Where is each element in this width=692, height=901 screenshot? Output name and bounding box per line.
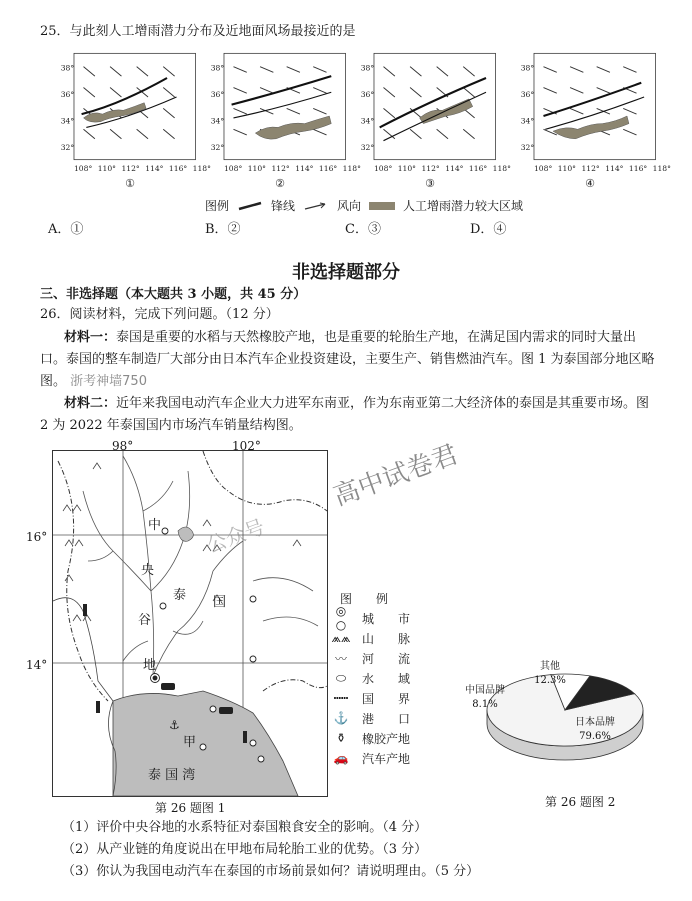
legend-label: 河 流 [362,651,411,666]
svg-text:114°: 114° [605,164,624,174]
legend-label: 港 口 [362,711,411,726]
question-2: （2）从产业链的角度说出在甲地布局轮胎工业的优势。（3 分） [62,842,428,857]
q25-panel-label: ① [125,177,135,190]
svg-text:114°: 114° [295,164,314,174]
pie-value-label: 12.3% [534,675,566,686]
question-3: （3）你认为我国电动汽车在泰国的市场前景如何？请说明理由。（5 分） [62,864,480,879]
map-label-gu: 谷 [138,613,152,628]
svg-text:118°: 118° [192,164,211,174]
map-caption: 第 26 题图 1 [155,801,226,815]
pie-category-label: 其他 [540,661,560,672]
svg-text:32°: 32° [360,143,375,153]
watermark-gzh: 公众号 [203,514,268,558]
part-heading: 三、非选择题（本大题共 3 小题，共 45 分） [40,287,307,302]
svg-text:32°: 32° [60,143,75,153]
legend-label: 水 域 [362,671,411,686]
legend-row [330,604,411,632]
watermark-gzsjj: 高中试卷君 [329,439,463,513]
legend-row [330,648,410,668]
mountain-icon: ⩕⩕ [331,630,351,645]
q25-panel-svg [515,46,671,186]
svg-text:110°: 110° [97,164,116,174]
legend-row [330,748,410,768]
svg-text:118°: 118° [342,164,361,174]
material-two-text: 近年来我国电动汽车企业大力进军东南亚，作为东南亚第二大经济体的泰国是其重要市场。图 2 为 2022 年泰国国内市场汽车销量结构图。 [40,396,650,433]
border-icon: ┅┅ [333,691,349,705]
legend-label: 山 脉 [362,631,411,646]
port-icon: ⚓ [333,711,349,725]
water-icon: ⬭ [335,670,347,685]
material-one-label: 材料一： [64,330,117,345]
pie-svg [445,655,685,775]
svg-text:112°: 112° [581,164,600,174]
map-lon-98: 98° [112,439,134,453]
svg-text:32°: 32° [210,143,225,153]
svg-text:38°: 38° [360,63,375,73]
q25-panel-3 [355,46,511,190]
material-two-label: 材料二： [64,396,117,411]
svg-text:34°: 34° [210,116,225,126]
legend-row [330,708,410,728]
q25-panel-4 [515,46,671,190]
pie-value-label: 79.6% [579,731,611,742]
svg-text:110°: 110° [247,164,266,174]
legend-wind: 风向 [337,199,362,213]
pie-category-label: 中国品牌 [465,685,505,696]
legend-heading: 图 例 [340,591,389,606]
svg-text:116°: 116° [168,164,188,174]
q25-panel-label: ③ [425,177,435,190]
legend-label: 汽车产地 [362,751,411,766]
svg-text:116°: 116° [318,164,338,174]
svg-text:112°: 112° [121,164,140,174]
svg-text:116°: 116° [468,164,488,174]
q26-intro: 26．阅读材料，完成下列问题。（12 分） [40,307,279,322]
svg-text:38°: 38° [520,63,535,73]
svg-text:34°: 34° [60,116,75,126]
map-lat-14: 14° [26,658,48,672]
watermark-zkszq: 浙考神墙750 [70,374,147,389]
city-icon: ◎ ○ [335,604,347,632]
pie-value-label: 8.1% [472,699,498,710]
front-line-icon [237,201,263,211]
legend-label: 橡胶产地 [362,731,411,746]
map-label-jia: 甲 [183,735,197,750]
legend-row [330,668,410,688]
svg-text:36°: 36° [360,90,375,100]
legend-front: 锋线 [271,199,296,213]
material-two [40,393,660,437]
map-label-tai: 泰 [173,588,187,603]
svg-text:108°: 108° [223,164,243,174]
svg-text:108°: 108° [373,164,393,174]
car-icon: 🚗 [333,751,349,765]
legend-label: 城 市 [362,611,411,626]
legend-label: 国 界 [362,691,411,706]
svg-text:36°: 36° [210,90,225,100]
map-label-yang: 央 [141,563,155,578]
svg-text:38°: 38° [210,63,225,73]
svg-text:114°: 114° [445,164,464,174]
svg-text:110°: 110° [557,164,576,174]
pie-category-label: 日本品牌 [575,717,615,728]
q25-panel-1 [55,46,211,190]
q25-legend [205,197,523,214]
svg-text:36°: 36° [60,90,75,100]
q25-panel-svg [55,46,211,186]
question-1: （1）评价中央谷地的水系特征对泰国粮食安全的影响。（4 分） [62,820,428,835]
material-one-text: 泰国是重要的水稻与天然橡胶产地，也是重要的轮胎生产地，在满足国内需求的同时大量出口。泰国的整车制造厂大部分由日本汽车企业投资建设，主要生产、销售燃油汽车。图 1 为泰国部分地区略图。 [40,330,655,389]
q25-panel-label: ④ [585,177,595,190]
river-icon: 〰 [334,651,347,666]
legend-title: 图例 [205,199,230,213]
map-label-gulf: 泰 国 湾 [148,768,196,783]
map-legend [330,588,410,768]
legend-row [330,628,410,648]
svg-text:32°: 32° [520,143,535,153]
q25-stem: 25．与此刻人工增雨潜力分布及近地面风场最接近的是 [40,24,356,39]
material-one [40,327,660,393]
svg-text:116°: 116° [628,164,648,174]
svg-text:38°: 38° [60,63,75,73]
svg-text:118°: 118° [652,164,671,174]
wind-arrow-icon [303,201,329,211]
map-label-guo: 国 [213,595,227,610]
thailand-map [52,450,328,797]
map-lat-16: 16° [26,530,48,544]
legend-row [330,688,410,708]
svg-text:36°: 36° [520,90,535,100]
q25-panel-2 [205,46,361,190]
choice-b[interactable]: B．② [205,222,241,237]
svg-text:112°: 112° [271,164,290,174]
svg-text:34°: 34° [520,116,535,126]
rain-area-icon [369,202,395,210]
section-title: 非选择题部分 [292,262,400,283]
map-label-di: 地 [143,658,157,673]
choice-d[interactable]: D．④ [470,222,507,237]
q25-panel-label: ② [275,177,285,190]
map-label-zhong: 中 [148,518,162,533]
rubber-icon: ⚱ [335,731,347,745]
sales-pie-chart [445,655,685,775]
choice-c[interactable]: C．③ [345,222,381,237]
svg-text:108°: 108° [533,164,553,174]
svg-text:34°: 34° [360,116,375,126]
q25-panel-svg [205,46,361,186]
svg-text:⚓: ⚓ [169,718,180,732]
q25-panel-svg [355,46,511,186]
pie-caption: 第 26 题图 2 [545,795,616,809]
svg-text:110°: 110° [397,164,416,174]
svg-text:118°: 118° [492,164,511,174]
svg-text:114°: 114° [145,164,164,174]
legend-area: 人工增雨潜力较大区域 [403,199,524,213]
legend-row [330,728,410,748]
map-lon-102: 102° [232,439,261,453]
svg-text:108°: 108° [73,164,93,174]
svg-text:112°: 112° [421,164,440,174]
choice-a[interactable]: A．① [48,222,84,237]
